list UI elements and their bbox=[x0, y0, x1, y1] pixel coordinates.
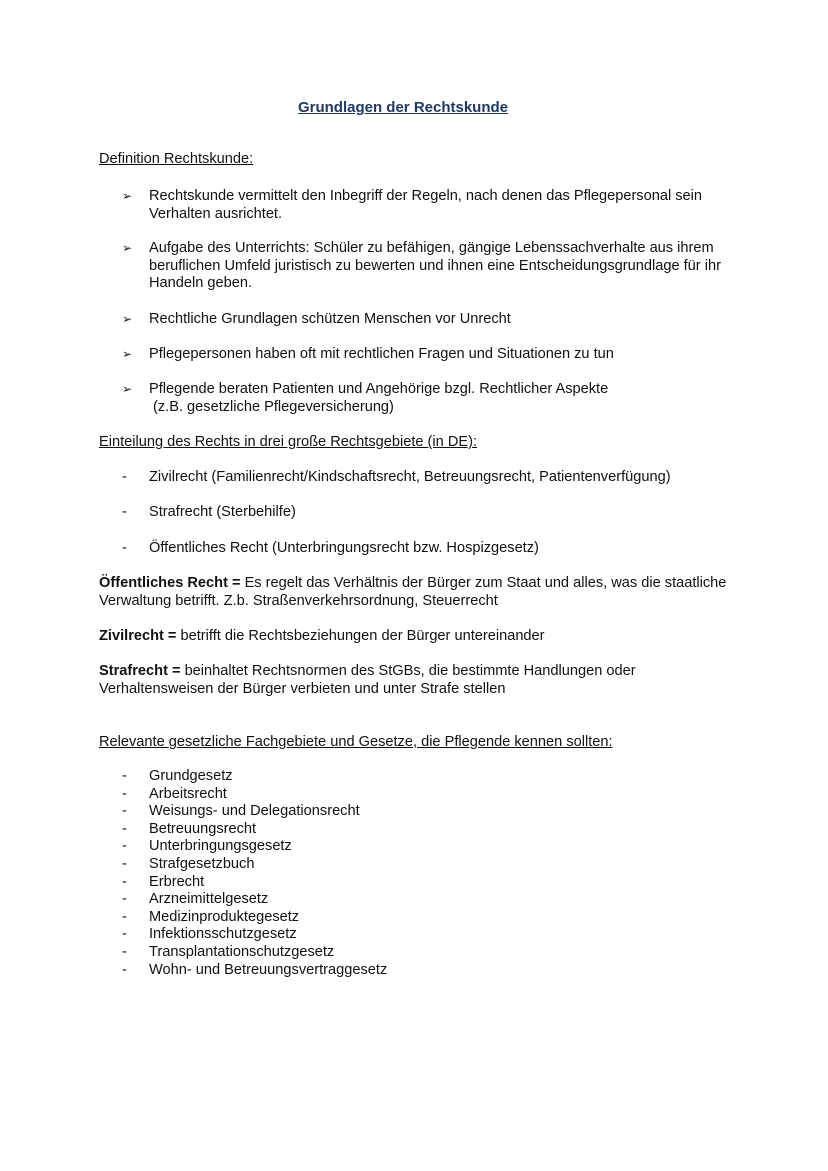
list-item-text: Transplantationschutzgesetz bbox=[149, 943, 335, 960]
document-title: Grundlagen der Rechtskunde bbox=[297, 99, 509, 116]
dash-bullet: - bbox=[122, 820, 127, 837]
arrow-bullet-icon: ➢ bbox=[122, 312, 133, 326]
dash-bullet: - bbox=[122, 908, 127, 925]
definition-text: Es regelt das Verhältnis der Bürger zum Staat und alles, was die staatliche Verwaltung betrifft. Z.b. Straßenverkehrsordnung, Steuerrecht bbox=[99, 575, 727, 609]
dash-bullet: - bbox=[122, 926, 127, 943]
arrow-bullet-icon: ➢ bbox=[122, 241, 133, 255]
relevant-list bbox=[122, 768, 387, 979]
definition-item-text-line2: (z.B. gesetzliche Pflegeversicherung) bbox=[153, 398, 394, 415]
list-item bbox=[122, 856, 387, 874]
definition-item bbox=[122, 346, 742, 364]
list-item-text: Infektionsschutzgesetz bbox=[149, 926, 297, 943]
list-item bbox=[122, 803, 387, 821]
dash-bullet: - bbox=[122, 961, 127, 978]
einteilung-item bbox=[122, 469, 742, 487]
definition-term: Öffentliches Recht = bbox=[99, 575, 241, 591]
relevant-heading: Relevante gesetzliche Fachgebiete und Gesetze, die Pflegende kennen sollten: bbox=[99, 734, 613, 750]
list-item bbox=[122, 944, 387, 962]
definition-item-text: Pflegende beraten Patienten und Angehörige bzgl. Rechtlicher Aspekte bbox=[149, 381, 609, 397]
definition-item bbox=[122, 240, 742, 293]
list-item-text: Strafgesetzbuch bbox=[149, 855, 255, 872]
einteilung-item-text: Öffentliches Recht (Unterbringungsrecht bzw. Hospizgesetz) bbox=[149, 540, 539, 556]
definition-term: Zivilrecht = bbox=[99, 628, 177, 644]
dash-bullet: - bbox=[122, 838, 127, 855]
list-item-text: Medizinproduktegesetz bbox=[149, 908, 300, 925]
dash-bullet: - bbox=[122, 540, 127, 556]
dash-bullet: - bbox=[122, 891, 127, 908]
definition-paragraph bbox=[99, 628, 739, 646]
list-item-text: Betreuungsrecht bbox=[149, 820, 257, 837]
definition-term: Strafrecht = bbox=[99, 663, 181, 679]
list-item-text: Arbeitsrecht bbox=[149, 785, 227, 802]
definition-item bbox=[122, 311, 742, 329]
dash-bullet: - bbox=[122, 768, 127, 784]
list-item-text: Arzneimittelgesetz bbox=[149, 891, 269, 908]
list-item bbox=[122, 821, 387, 839]
dash-bullet: - bbox=[122, 469, 127, 485]
list-item bbox=[122, 838, 387, 856]
dash-bullet: - bbox=[122, 855, 127, 872]
arrow-bullet-icon: ➢ bbox=[122, 382, 133, 396]
definition-item bbox=[122, 381, 742, 416]
einteilung-item bbox=[122, 504, 742, 522]
dash-bullet: - bbox=[122, 504, 127, 520]
einteilung-item-text: Zivilrecht (Familienrecht/Kindschaftsrecht, Betreuungsrecht, Patientenverfügung) bbox=[149, 469, 671, 485]
definition-paragraph bbox=[99, 575, 739, 610]
list-item-text: Grundgesetz bbox=[149, 768, 233, 784]
list-item bbox=[122, 768, 387, 786]
definition-item bbox=[122, 188, 742, 223]
definition-paragraph bbox=[99, 663, 739, 698]
list-item bbox=[122, 926, 387, 944]
einteilung-heading: Einteilung des Rechts in drei große Rechtsgebiete (in DE): bbox=[99, 434, 478, 450]
definition-item-text: Rechtliche Grundlagen schützen Menschen vor Unrecht bbox=[149, 311, 511, 327]
list-item bbox=[122, 909, 387, 927]
list-item-text: Erbrecht bbox=[149, 873, 205, 890]
definition-item-text: Rechtskunde vermittelt den Inbegriff der Regeln, nach denen das Pflegepersonal sein Verhalten ausrichtet. bbox=[149, 188, 703, 222]
definition-item-text: Pflegepersonen haben oft mit rechtlichen Fragen und Situationen zu tun bbox=[149, 346, 614, 362]
dash-bullet: - bbox=[122, 873, 127, 890]
dash-bullet: - bbox=[122, 803, 127, 820]
einteilung-item-text: Strafrecht (Sterbehilfe) bbox=[149, 504, 296, 520]
definition-item-text: Aufgabe des Unterrichts: Schüler zu befähigen, gängige Lebenssachverhalte aus ihrem beruflichen Umfeld juristisch zu bewerten und ihnen eine Entscheidungsgrundlage für ihr Handeln geben. bbox=[149, 240, 721, 292]
dash-bullet: - bbox=[122, 785, 127, 802]
list-item bbox=[122, 891, 387, 909]
list-item-text: Unterbringungsgesetz bbox=[149, 838, 292, 855]
list-item bbox=[122, 962, 387, 980]
definition-text: betrifft die Rechtsbeziehungen der Bürger untereinander bbox=[176, 628, 545, 644]
arrow-bullet-icon: ➢ bbox=[122, 347, 133, 361]
definition-text: beinhaltet Rechtsnormen des StGBs, die bestimmte Handlungen oder Verhaltensweisen der Bürger verbieten und unter Strafe stellen bbox=[99, 663, 636, 697]
list-item-text: Weisungs- und Delegationsrecht bbox=[149, 803, 360, 820]
definition-heading: Definition Rechtskunde: bbox=[99, 151, 254, 167]
arrow-bullet-icon: ➢ bbox=[122, 189, 133, 203]
list-item bbox=[122, 786, 387, 804]
dash-bullet: - bbox=[122, 943, 127, 960]
einteilung-item bbox=[122, 540, 742, 558]
list-item bbox=[122, 874, 387, 892]
list-item-text: Wohn- und Betreuungsvertraggesetz bbox=[149, 961, 388, 978]
